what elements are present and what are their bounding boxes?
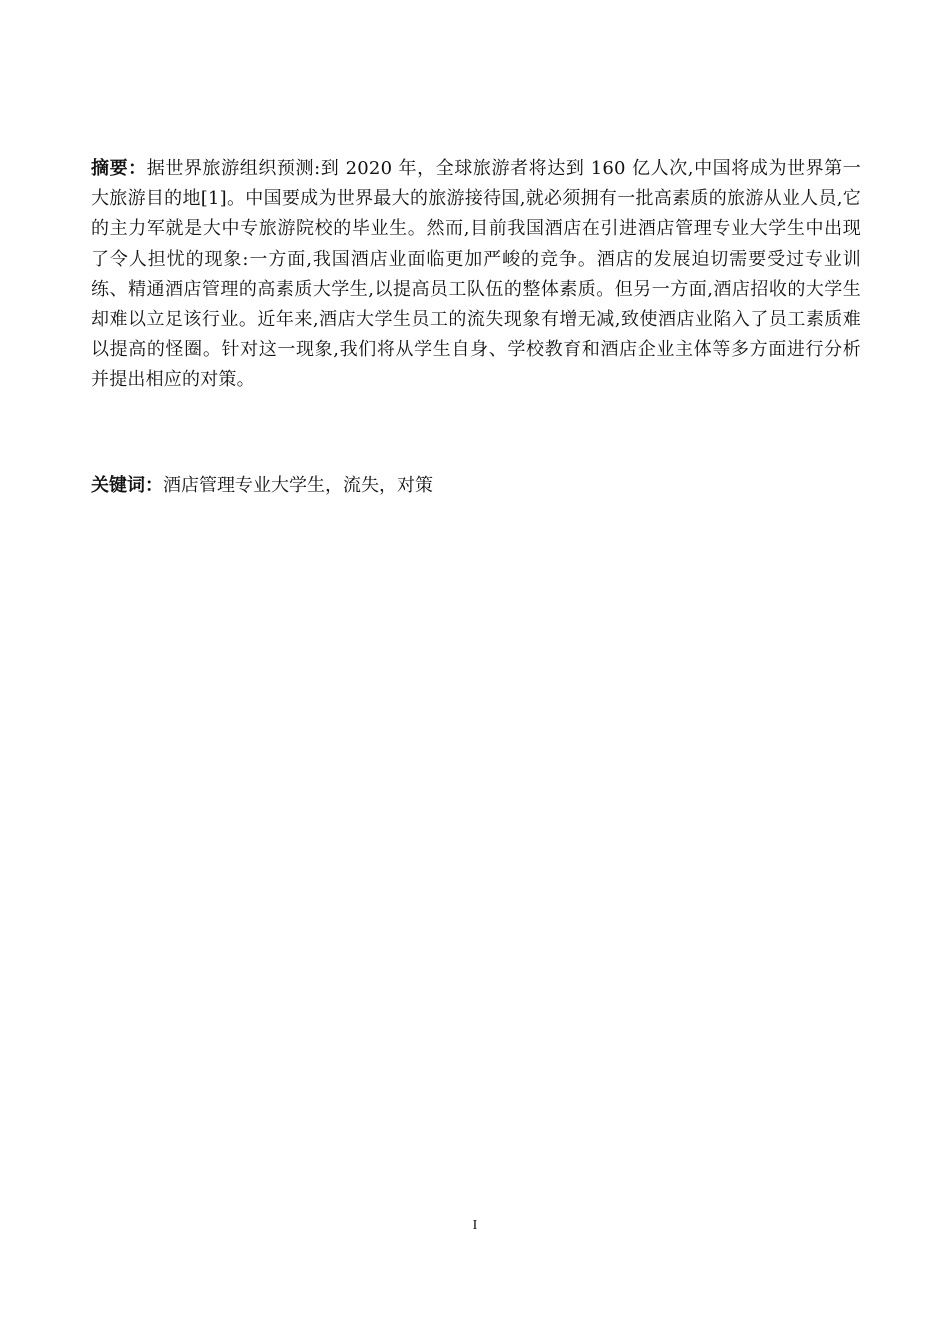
keywords-paragraph: [91, 472, 861, 500]
abstract-label: 摘要：: [91, 158, 147, 179]
keywords-text: 酒店管理专业大学生，流失，对策: [163, 475, 433, 496]
abstract-paragraph: [91, 154, 861, 396]
keywords-label: 关键词：: [91, 475, 163, 496]
page-number: I: [472, 1218, 478, 1233]
abstract-text: 据世界旅游组织预测:到 2020 年，全球旅游者将达到 160 亿人次,中国将成为世界第一大旅游目的地[1]。中国要成为世界最大的旅游接待国,就必须拥有一批高素质的旅游从业人员,它的主力军就是大中专旅游院校的毕业生。然而,目前我国酒店在引进酒店管理专业大学生中出现了令人担忧的现象:一方面,我国酒店业面临更加严峻的竞争。酒店的发展迫切需要受过专业训练、精通酒店管理的高素质大学生,以提高员工队伍的整体素质。但另一方面,酒店招收的大学生却难以立足该行业。近年来,酒店大学生员工的流失现象有增无减,致使酒店业陷入了员工素质难以提高的怪圈。针对这一现象,我们将从学生自身、学校教育和酒店企业主体等多方面进行分析并提出相应的对策。: [91, 158, 861, 391]
